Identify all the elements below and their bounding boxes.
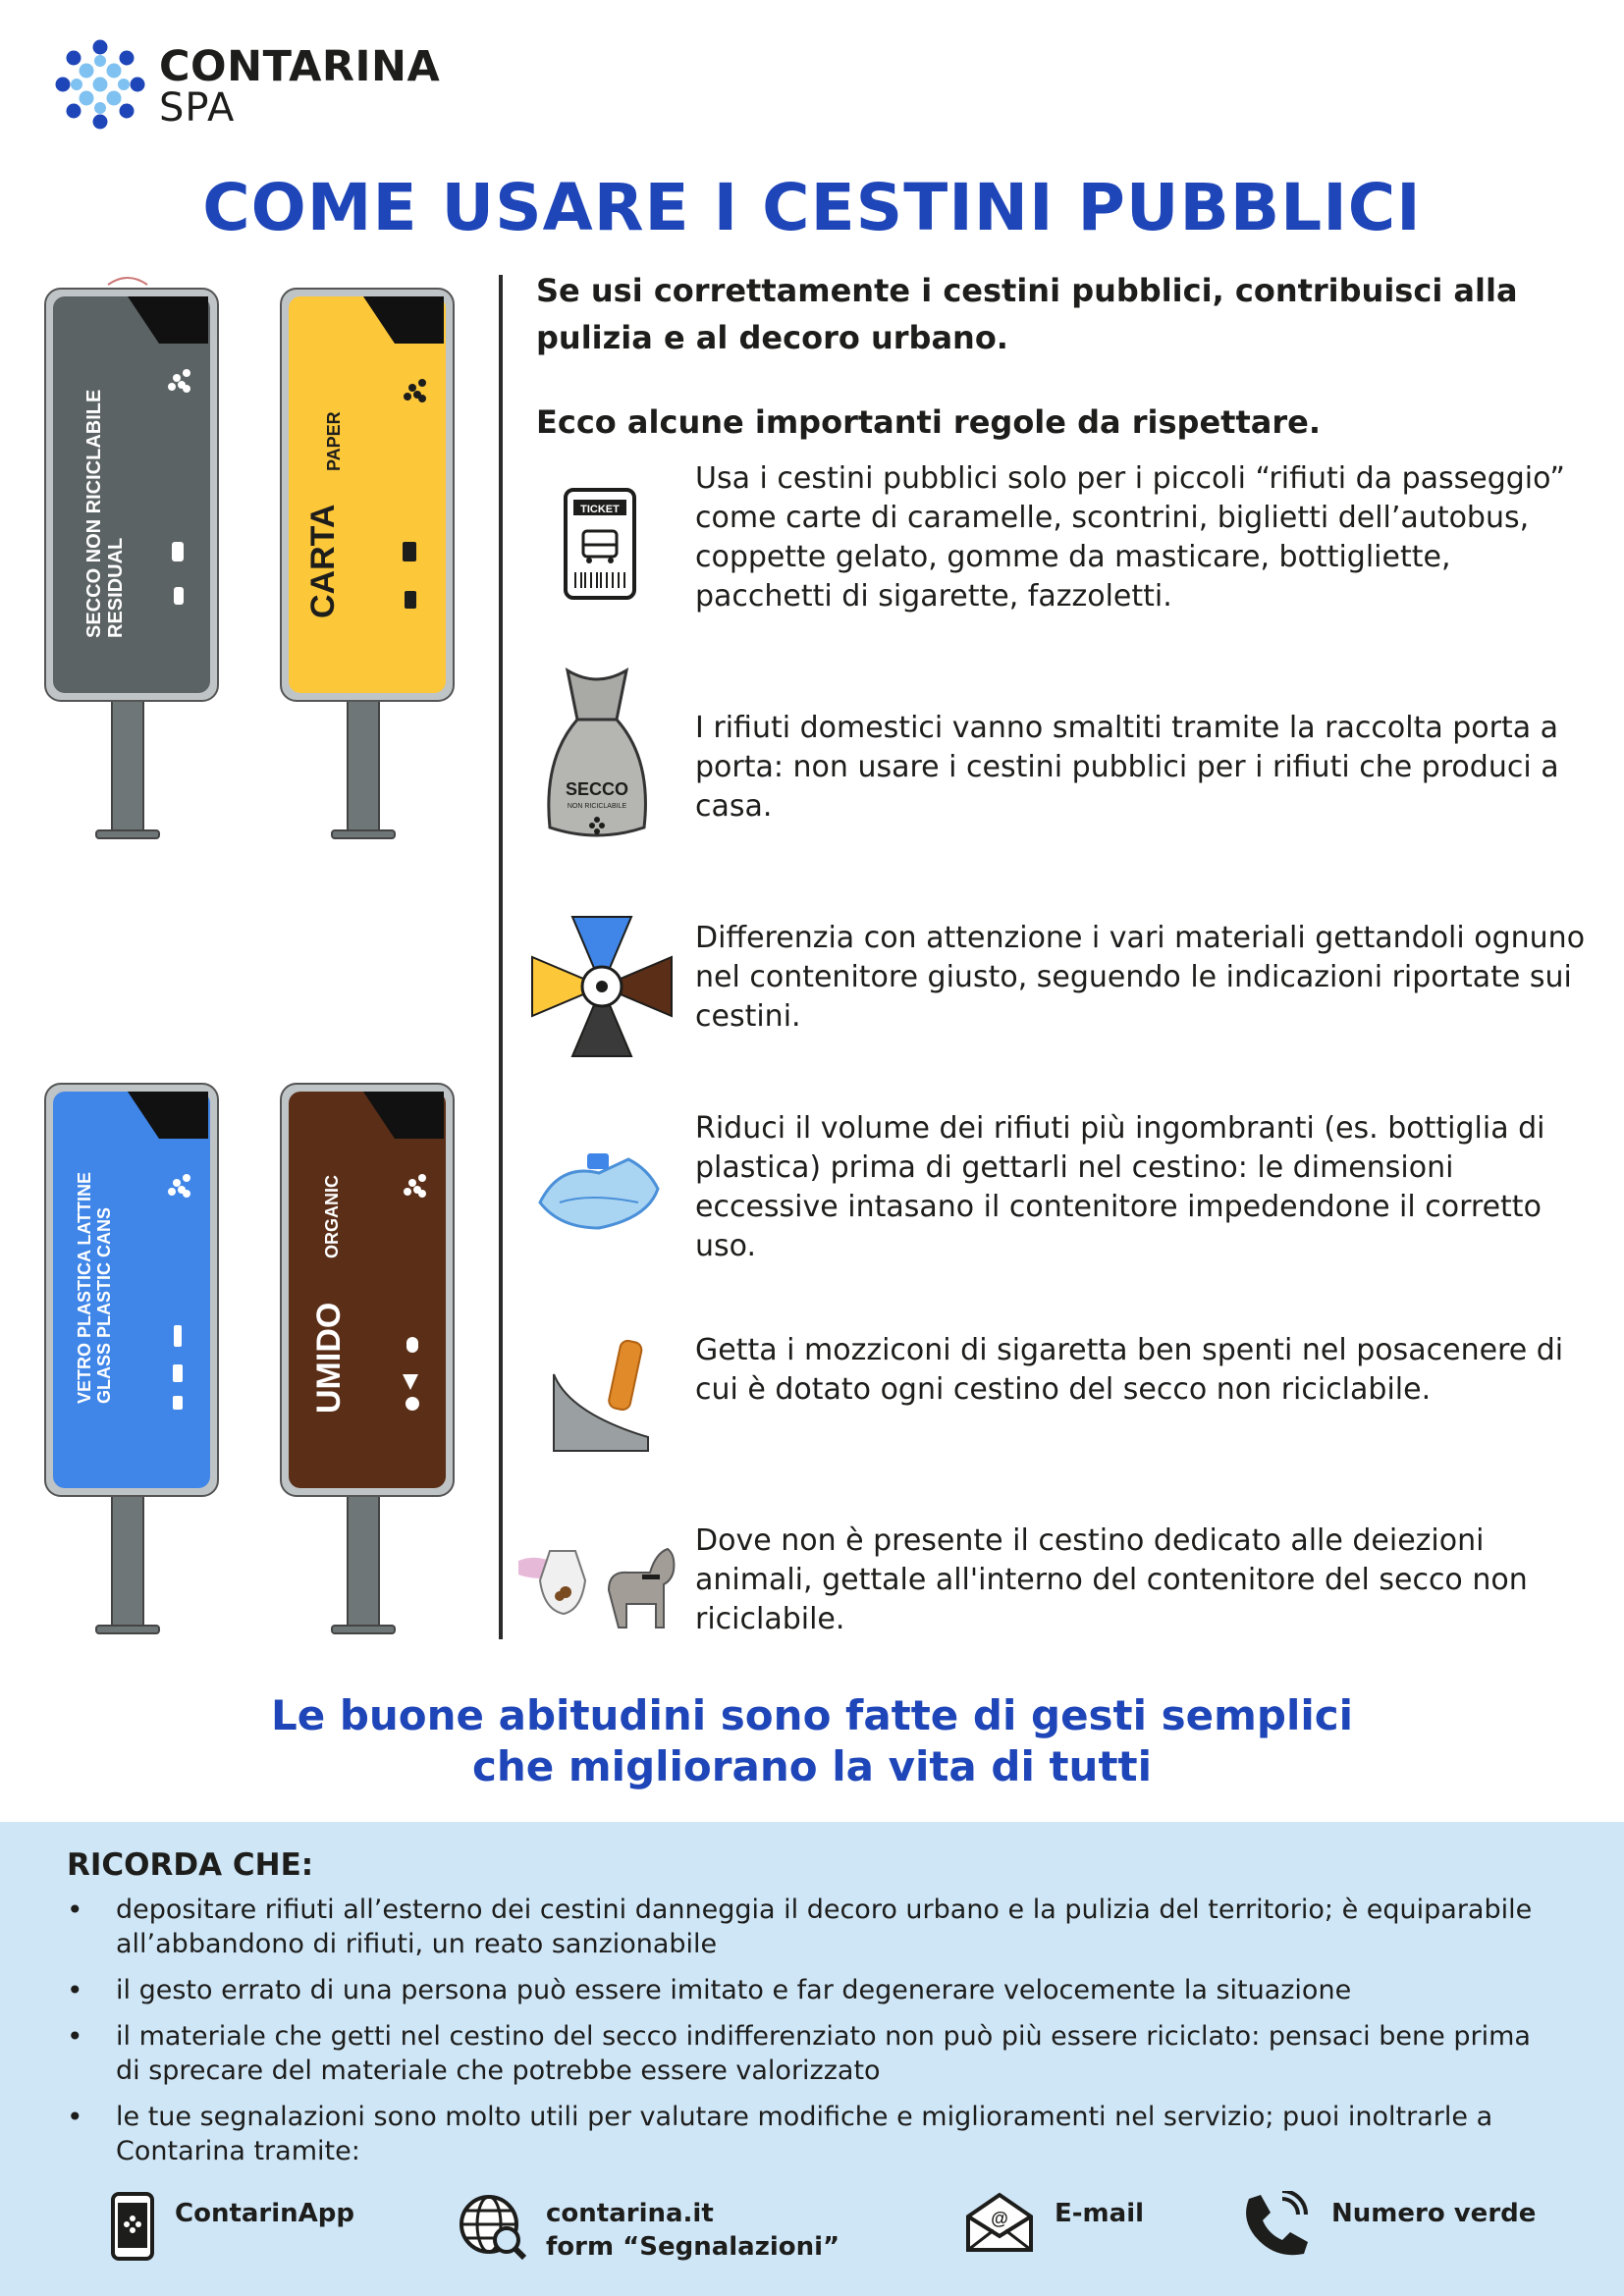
rules-heading: Ecco alcune importanti regole da rispettare. <box>536 403 1321 441</box>
contact-website[interactable] <box>458 2191 839 2269</box>
reminder-item: • depositare rifiuti all’esterno dei cestini danneggia il decoro urbano e la pulizia del territorio; è equiparabile all’abbandono di rifiuti, un reato sanzionabile <box>67 1893 1559 1961</box>
dog-waste-icon <box>514 1531 677 1639</box>
svg-text:@: @ <box>991 2209 1008 2228</box>
glass-plastic-bin-illustration <box>39 1080 226 1639</box>
contact-label: Numero verde <box>1331 2199 1537 2228</box>
email-icon <box>964 2191 1035 2254</box>
reminder-item: • le tue segnalazioni sono molto utili per valutare modifiche e miglioramenti nel servizio; puoi inoltrarle a Contarina tramite: <box>67 2100 1559 2168</box>
rule-text: Riduci il volume dei rifiuti più ingombranti (es. bottiglia di plastica) prima di gettarli nel cestino: le dimensioni eccessive intasano il contenitore impedendone il corretto uso. <box>695 1111 1545 1263</box>
ticket-icon <box>562 486 638 602</box>
slogan-line: che migliorano la vita di tutti <box>472 1742 1152 1790</box>
contact-email[interactable] <box>964 2191 1144 2269</box>
intro-text: Se usi correttamente i cestini pubblici, contribuisci alla pulizia e al decoro urbano. <box>536 272 1518 356</box>
page-title: COME USARE I CESTINI PUBBLICI <box>202 170 1422 245</box>
reminder-list <box>67 1893 1559 2180</box>
contact-sublabel: form “Segnalazioni” <box>546 2232 840 2262</box>
reminder-item: • il materiale che getti nel cestino del secco indifferenziato non può più essere riciclato: pensaci bene prima di sprecare del materiale che potrebbe essere valorizzato <box>67 2019 1559 2088</box>
rule-text: Dove non è presente il cestino dedicato alle deiezioni animali, gettale all'interno del contenitore del secco non riciclabile. <box>695 1523 1528 1636</box>
organic-bin-illustration <box>275 1080 461 1639</box>
paper-bin-illustration <box>275 285 461 844</box>
vertical-divider <box>499 275 503 1639</box>
slogan-line: Le buone abitudini sono fatte di gesti semplici <box>270 1691 1354 1739</box>
brand-subtitle: SPA <box>159 85 236 131</box>
residual-bin-label-en: RESIDUAL <box>105 537 127 638</box>
smartphone-icon <box>110 2191 155 2262</box>
contact-contarinapp[interactable] <box>110 2191 354 2269</box>
bag-label: SECCO <box>565 779 629 799</box>
garbage-bag-icon <box>538 663 656 849</box>
reminder-title: RICORDA CHE: <box>67 1847 314 1883</box>
rule-text: Usa i cestini pubblici solo per i piccoli “rifiuti da passeggio” come carte di caramelle, scontrini, biglietti dell’autobus, coppette gelato, gomme da masticare, bottigliette, pacchetti di sigarette, fazzoletti. <box>695 461 1565 614</box>
glass-plastic-bin-label-en: GLASS PLASTIC CANS <box>94 1206 114 1404</box>
rule-text: Differenzia con attenzione i vari materiali gettandoli ognuno nel contenitore giusto, seguendo le indicazioni riportate sui cestini. <box>695 921 1586 1034</box>
crushed-bottle-icon <box>530 1144 677 1242</box>
phone-icon <box>1239 2191 1310 2258</box>
reminder-item: • il gesto errato di una persona può essere imitato e far degenerare velocemente la situazione <box>67 1973 1559 2007</box>
ticket-label: TICKET <box>580 504 620 515</box>
residual-bin-label: SECCO NON RICICLABILE <box>83 389 105 638</box>
paper-bin-label: CARTA <box>304 504 342 618</box>
contact-phone[interactable] <box>1239 2191 1536 2269</box>
bag-sublabel: NON RICICLABILE <box>567 803 627 810</box>
brand-name: CONTARINA <box>159 42 441 91</box>
contarina-logo-icon <box>55 39 145 130</box>
web-search-icon <box>458 2191 528 2262</box>
rule-text: Getta i mozziconi di sigaretta ben spenti nel posacenere di cui è dotato ogni cestino del secco non riciclabile. <box>695 1333 1564 1407</box>
sorting-fan-icon <box>528 913 676 1060</box>
contact-label: ContarinApp <box>175 2199 355 2228</box>
paper-bin-label-en: PAPER <box>324 411 344 471</box>
residual-bin-illustration <box>39 275 226 844</box>
rule-text: I rifiuti domestici vanno smaltiti tramite la raccolta porta a porta: non usare i cestini pubblici per i rifiuti che produci a casa. <box>695 711 1559 824</box>
organic-bin-label-en: ORGANIC <box>322 1175 342 1258</box>
contact-label: contarina.it <box>546 2199 714 2228</box>
organic-bin-label: UMIDO <box>310 1302 348 1414</box>
glass-plastic-bin-label: VETRO PLASTICA LATTINE <box>75 1172 94 1404</box>
contact-label: E-mail <box>1055 2199 1145 2228</box>
ashtray-icon <box>550 1335 668 1453</box>
closing-slogan <box>0 1690 1624 1792</box>
